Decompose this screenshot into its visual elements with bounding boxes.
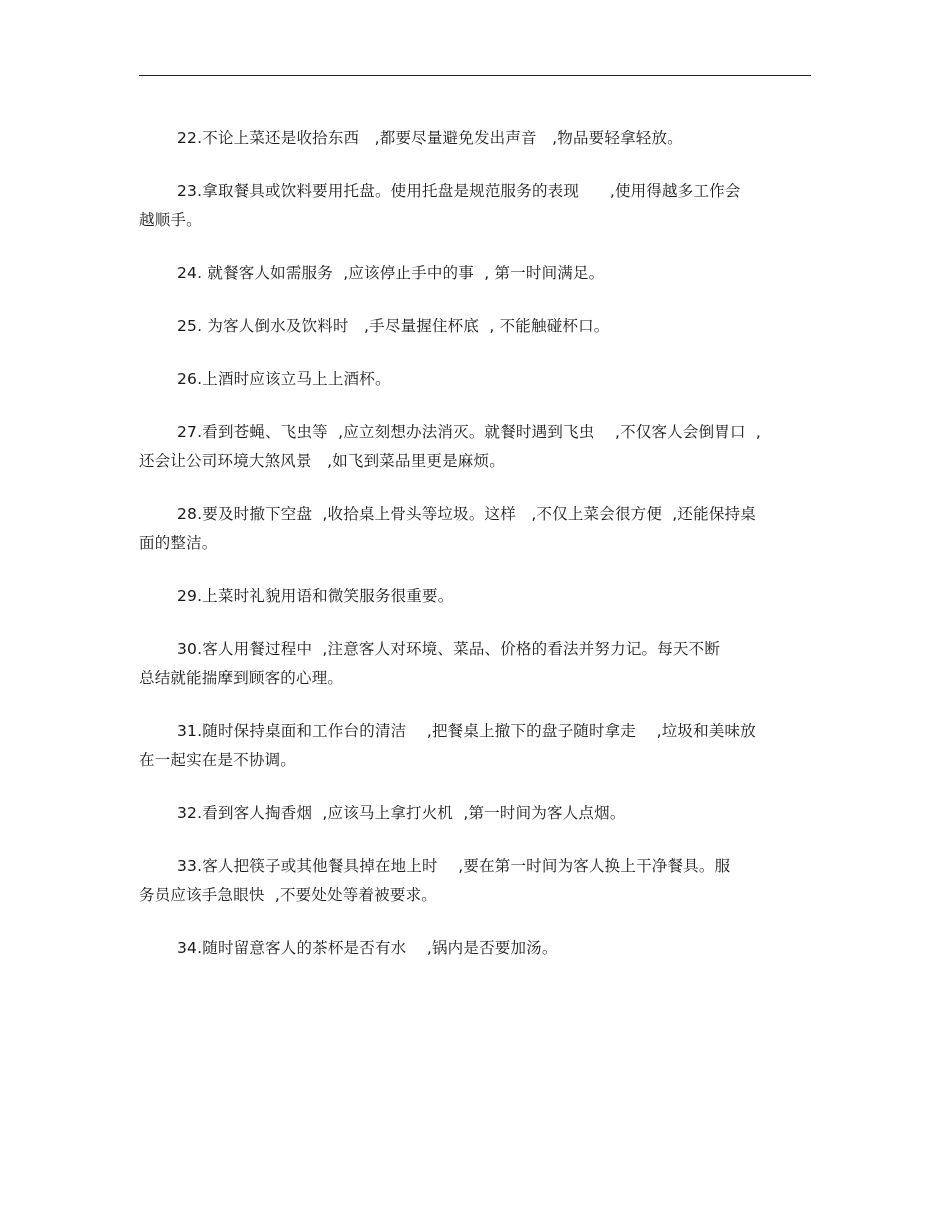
paragraph-line: 32.看到客人掏香烟 ,应该马上拿打火机 ,第一时间为客人点烟。 [177,804,626,822]
paragraph-line: 34.随时留意客人的茶杯是否有水 ,锅内是否要加汤。 [177,939,558,957]
paragraph-line: 还会让公司环境大煞风景 ,如飞到菜品里更是麻烦。 [139,452,505,470]
list-item-22 [139,124,811,153]
list-item-34 [139,934,811,963]
header-rule [139,75,811,76]
list-item-29 [139,582,811,611]
paragraph-line: 27.看到苍蝇、飞虫等 ,应立刻想办法消灭。就餐时遇到飞虫 ,不仅客人会倒胃口 , [177,423,762,441]
paragraph-line: 面的整洁。 [139,534,218,552]
list-item-26 [139,365,811,394]
list-item-27 [139,418,811,476]
list-item-24 [139,259,811,288]
document-body [139,124,811,987]
paragraph-line: 28.要及时撤下空盘 ,收拾桌上骨头等垃圾。这样 ,不仅上菜会很方便 ,还能保持桌 [177,505,756,523]
list-item-33 [139,852,811,910]
paragraph-line: 务员应该手急眼快 ,不要处处等着被要求。 [139,886,437,904]
paragraph-line: 33.客人把筷子或其他餐具掉在地上时 ,要在第一时间为客人换上干净餐具。服 [177,857,731,875]
paragraph-line: 总结就能揣摩到顾客的心理。 [139,669,344,687]
list-item-25 [139,312,811,341]
paragraph-line: 22.不论上菜还是收拾东西 ,都要尽量避免发出声音 ,物品要轻拿轻放。 [177,129,683,147]
list-item-23 [139,177,811,235]
paragraph-line: 在一起实在是不协调。 [139,751,297,769]
list-item-32 [139,799,811,828]
paragraph-line: 24. 就餐客人如需服务 ,应该停止手中的事 , 第一时间满足。 [177,264,605,282]
paragraph-line: 29.上菜时礼貌用语和微笑服务很重要。 [177,587,454,605]
paragraph-line: 30.客人用餐过程中 ,注意客人对环境、菜品、价格的看法并努力记。每天不断 [177,640,721,658]
paragraph-line: 26.上酒时应该立马上上酒杯。 [177,370,391,388]
list-item-31 [139,717,811,775]
paragraph-line: 31.随时保持桌面和工作台的清洁 ,把餐桌上撤下的盘子随时拿走 ,垃圾和美味放 [177,722,756,740]
list-item-30 [139,635,811,693]
paragraph-line: 23.拿取餐具或饮料要用托盘。使用托盘是规范服务的表现 ,使用得越多工作会 [177,182,741,200]
list-item-28 [139,500,811,558]
paragraph-line: 25. 为客人倒水及饮料时 ,手尽量握住杯底 , 不能触碰杯口。 [177,317,610,335]
paragraph-line: 越顺手。 [139,211,202,229]
